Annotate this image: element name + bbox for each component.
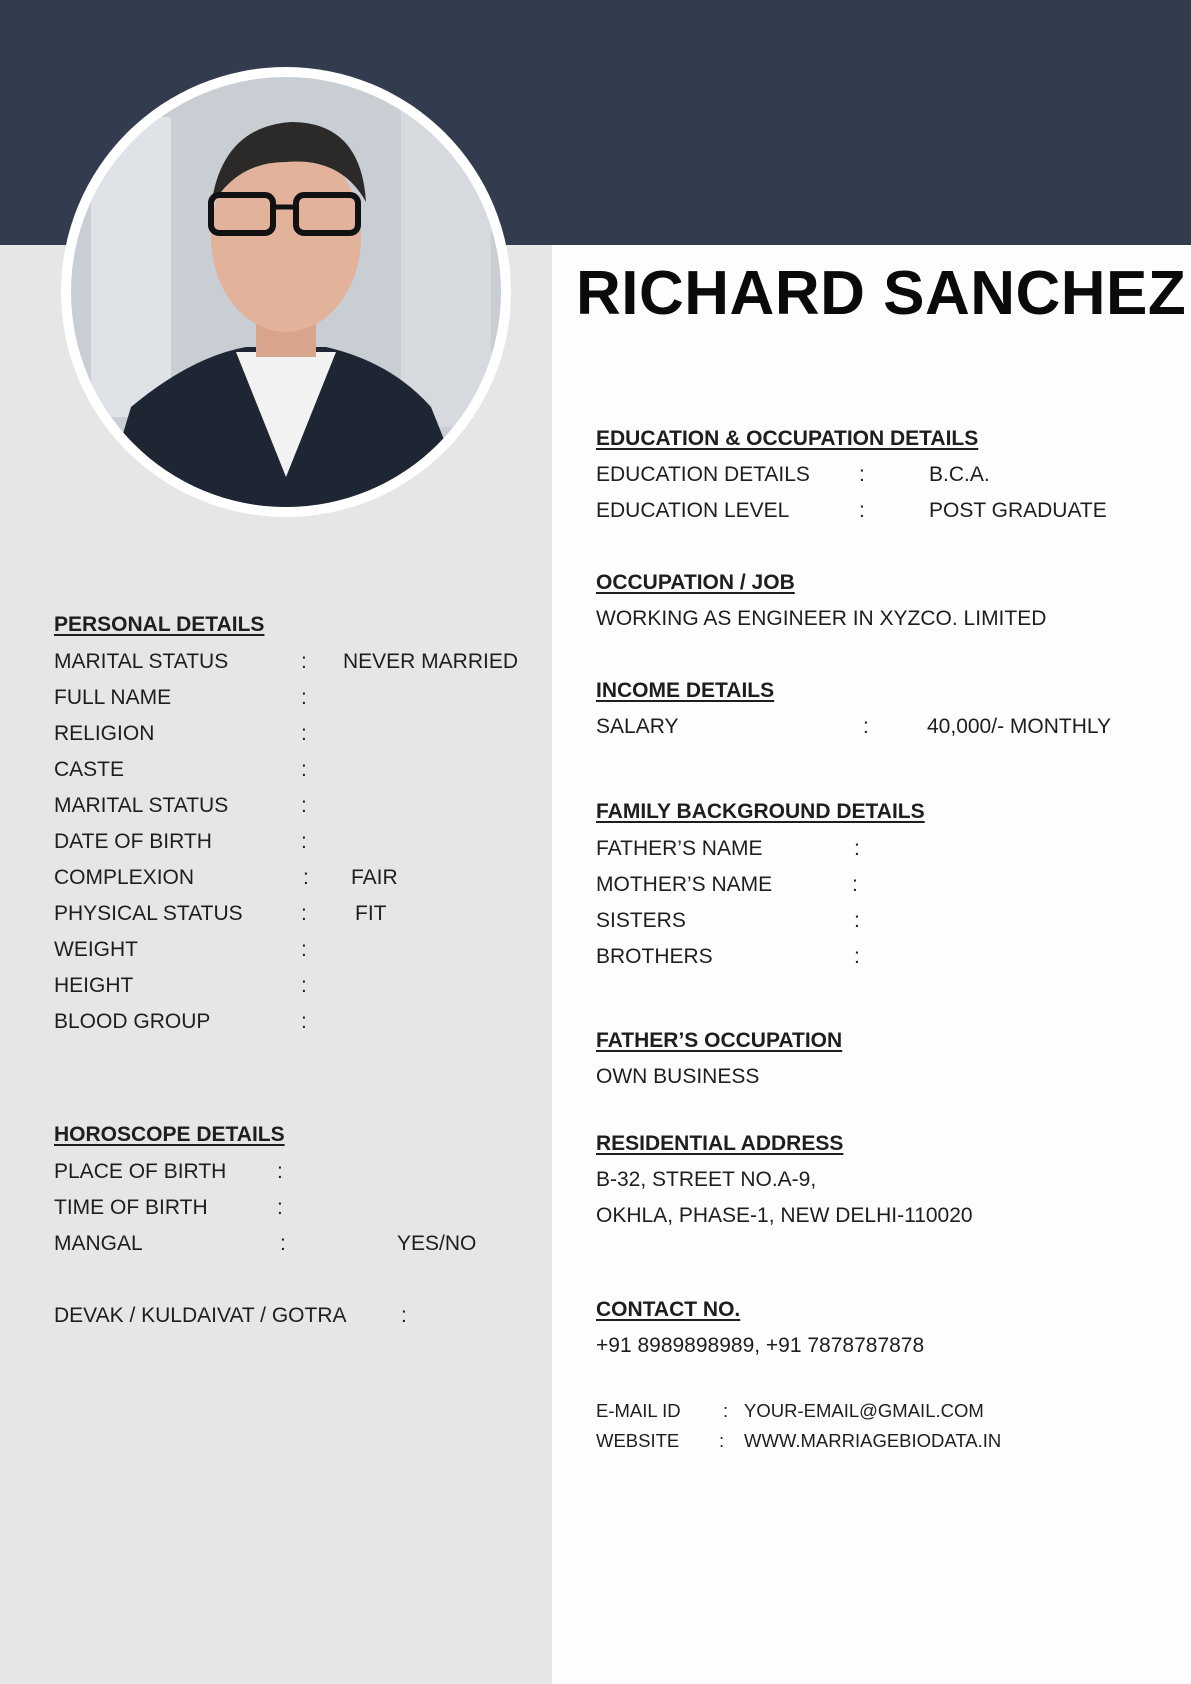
row-label: MOTHER’S NAME bbox=[596, 873, 773, 896]
email-label: E-MAIL ID bbox=[596, 1400, 681, 1421]
profile-photo bbox=[61, 67, 511, 517]
father-occupation-text: OWN BUSINESS bbox=[596, 1065, 760, 1088]
father-occupation-heading: FATHER’S OCCUPATION bbox=[596, 1029, 843, 1052]
colon: : bbox=[301, 650, 307, 673]
row-label: DATE OF BIRTH bbox=[54, 830, 212, 853]
colon: : bbox=[852, 873, 858, 896]
row-label: FATHER’S NAME bbox=[596, 837, 763, 860]
occupation-text: WORKING AS ENGINEER IN XYZCO. LIMITED bbox=[596, 607, 1047, 630]
row-label: WEIGHT bbox=[54, 938, 138, 961]
row-label: PLACE OF BIRTH bbox=[54, 1160, 227, 1183]
row-label: TIME OF BIRTH bbox=[54, 1196, 208, 1219]
row-value: FAIR bbox=[351, 866, 398, 889]
colon: : bbox=[301, 830, 307, 853]
horoscope-details-heading: HOROSCOPE DETAILS bbox=[54, 1123, 285, 1146]
income-heading: INCOME DETAILS bbox=[596, 679, 775, 702]
colon: : bbox=[301, 686, 307, 709]
row-label: MARITAL STATUS bbox=[54, 650, 229, 673]
address-line-2: OKHLA, PHASE-1, NEW DELHI-110020 bbox=[596, 1204, 973, 1227]
salary-value: 40,000/- MONTHLY bbox=[927, 715, 1112, 738]
row-label: SISTERS bbox=[596, 909, 686, 932]
colon: : bbox=[723, 1400, 729, 1421]
row-value: POST GRADUATE bbox=[929, 499, 1107, 522]
personal-details-heading: PERSONAL DETAILS bbox=[54, 613, 265, 636]
row-label: HEIGHT bbox=[54, 974, 134, 997]
row-value: B.C.A. bbox=[929, 463, 990, 486]
website-link[interactable]: WWW.MARRIAGEBIODATA.IN bbox=[744, 1430, 1002, 1451]
row-label: MARITAL STATUS bbox=[54, 794, 229, 817]
colon: : bbox=[854, 837, 860, 860]
colon: : bbox=[303, 866, 309, 889]
colon: : bbox=[301, 722, 307, 745]
row-label: CASTE bbox=[54, 758, 125, 781]
gotra-label: DEVAK / KULDAIVAT / GOTRA bbox=[54, 1304, 347, 1327]
colon: : bbox=[301, 1010, 307, 1033]
row-value: YES/NO bbox=[397, 1232, 477, 1255]
row-label: COMPLEXION bbox=[54, 866, 195, 889]
family-heading: FAMILY BACKGROUND DETAILS bbox=[596, 800, 925, 823]
colon: : bbox=[401, 1304, 407, 1327]
row-label: BLOOD GROUP bbox=[54, 1010, 211, 1033]
colon: : bbox=[863, 715, 869, 738]
row-value: FIT bbox=[355, 902, 387, 925]
colon: : bbox=[280, 1232, 286, 1255]
row-label: EDUCATION DETAILS bbox=[596, 463, 810, 486]
row-label: PHYSICAL STATUS bbox=[54, 902, 243, 925]
colon: : bbox=[277, 1196, 283, 1219]
contact-heading: CONTACT NO. bbox=[596, 1298, 741, 1321]
colon: : bbox=[854, 945, 860, 968]
row-label: FULL NAME bbox=[54, 686, 172, 709]
colon: : bbox=[859, 463, 865, 486]
colon: : bbox=[301, 902, 307, 925]
row-label: EDUCATION LEVEL bbox=[596, 499, 790, 522]
colon: : bbox=[854, 909, 860, 932]
full-name-title: RICHARD SANCHEZ bbox=[576, 259, 1187, 328]
email-link[interactable]: YOUR-EMAIL@GMAIL.COM bbox=[744, 1400, 984, 1421]
colon: : bbox=[859, 499, 865, 522]
person-photo-icon bbox=[71, 77, 501, 507]
colon: : bbox=[301, 758, 307, 781]
colon: : bbox=[301, 794, 307, 817]
colon: : bbox=[719, 1430, 725, 1451]
education-heading: EDUCATION & OCCUPATION DETAILS bbox=[596, 427, 979, 450]
address-heading: RESIDENTIAL ADDRESS bbox=[596, 1132, 844, 1155]
row-label: RELIGION bbox=[54, 722, 155, 745]
row-label: BROTHERS bbox=[596, 945, 713, 968]
colon: : bbox=[301, 938, 307, 961]
colon: : bbox=[277, 1160, 283, 1183]
phone-numbers: +91 8989898989, +91 7878787878 bbox=[596, 1334, 925, 1357]
colon: : bbox=[301, 974, 307, 997]
row-value: NEVER MARRIED bbox=[343, 650, 519, 673]
occupation-heading: OCCUPATION / JOB bbox=[596, 571, 795, 594]
website-label: WEBSITE bbox=[596, 1430, 680, 1451]
row-label: MANGAL bbox=[54, 1232, 143, 1255]
salary-label: SALARY bbox=[596, 715, 679, 738]
address-line-1: B-32, STREET NO.A-9, bbox=[596, 1168, 817, 1191]
